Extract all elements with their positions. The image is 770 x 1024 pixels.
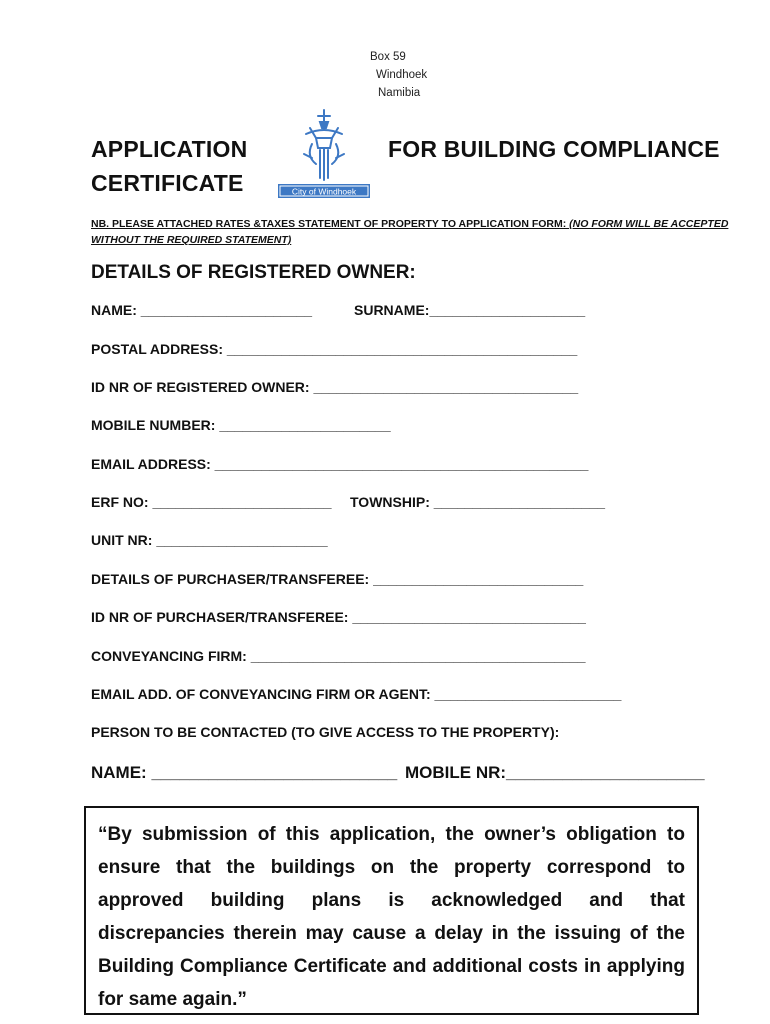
declaration-text: “By submission of this application, the owner’s obligation to ensure that the buildings on the property correspond to approved building plans is acknowledged and that discrepancies therein may cause a delay in the issuing of the Building Compliance Certificate and additional costs in applying for same again.” [98,824,685,1010]
name-field[interactable]: NAME: ______________________ [91,302,313,318]
contact-mobile-field[interactable]: MOBILE NR:_____________________ [405,763,705,782]
notice-text: NB. PLEASE ATTACHED RATES &TAXES STATEMENT OF PROPERTY TO APPLICATION FORM: [91,218,570,230]
township-field[interactable]: TOWNSHIP: ______________________ [350,494,606,510]
address-line-box: Box 59 [370,51,406,63]
title-application: APPLICATION [91,136,248,162]
purchaser-id-field[interactable]: ID NR OF PURCHASER/TRANSFEREE: ______________________________ [91,609,586,625]
declaration-box [84,806,699,1015]
unit-number-field[interactable]: UNIT NR: ______________________ [91,532,328,548]
owner-id-field[interactable]: ID NR OF REGISTERED OWNER: __________________________________ [91,379,579,395]
address-line-city: Windhoek [376,69,428,81]
contact-name-field[interactable]: NAME: __________________________ [91,763,398,782]
notice-attach-statement [91,216,741,248]
section-title-owner-details: DETAILS OF REGISTERED OWNER: [91,262,416,283]
erf-number-field[interactable]: ERF NO: _______________________ [91,494,332,510]
title-certificate: CERTIFICATE [91,170,244,196]
purchaser-details-field[interactable]: DETAILS OF PURCHASER/TRANSFEREE: ___________________________ [91,571,584,587]
address-line-country: Namibia [378,87,421,99]
conveyancing-email-field[interactable]: EMAIL ADD. OF CONVEYANCING FIRM OR AGENT: ________________________ [91,686,622,702]
city-of-windhoek-logo [276,108,372,202]
logo-text: City of Windhoek [291,186,357,197]
postal-address-block [370,48,427,102]
postal-address-field[interactable]: POSTAL ADDRESS: _____________________________________________ [91,341,578,357]
email-address-field[interactable]: EMAIL ADDRESS: ________________________________________________ [91,456,589,472]
notice-emphasis: (NO FORM WILL BE ACCEPTED WITHOUT THE REQUIRED STATEMENT) [91,218,729,246]
surname-field[interactable]: SURNAME:____________________ [354,302,586,318]
title-for-building-compliance: FOR BUILDING COMPLIANCE [388,136,720,162]
conveyancing-firm-field[interactable]: CONVEYANCING FIRM: ___________________________________________ [91,648,586,664]
mobile-number-field[interactable]: MOBILE NUMBER: ______________________ [91,417,391,433]
contact-person-label: PERSON TO BE CONTACTED (TO GIVE ACCESS TO THE PROPERTY): [91,724,560,740]
